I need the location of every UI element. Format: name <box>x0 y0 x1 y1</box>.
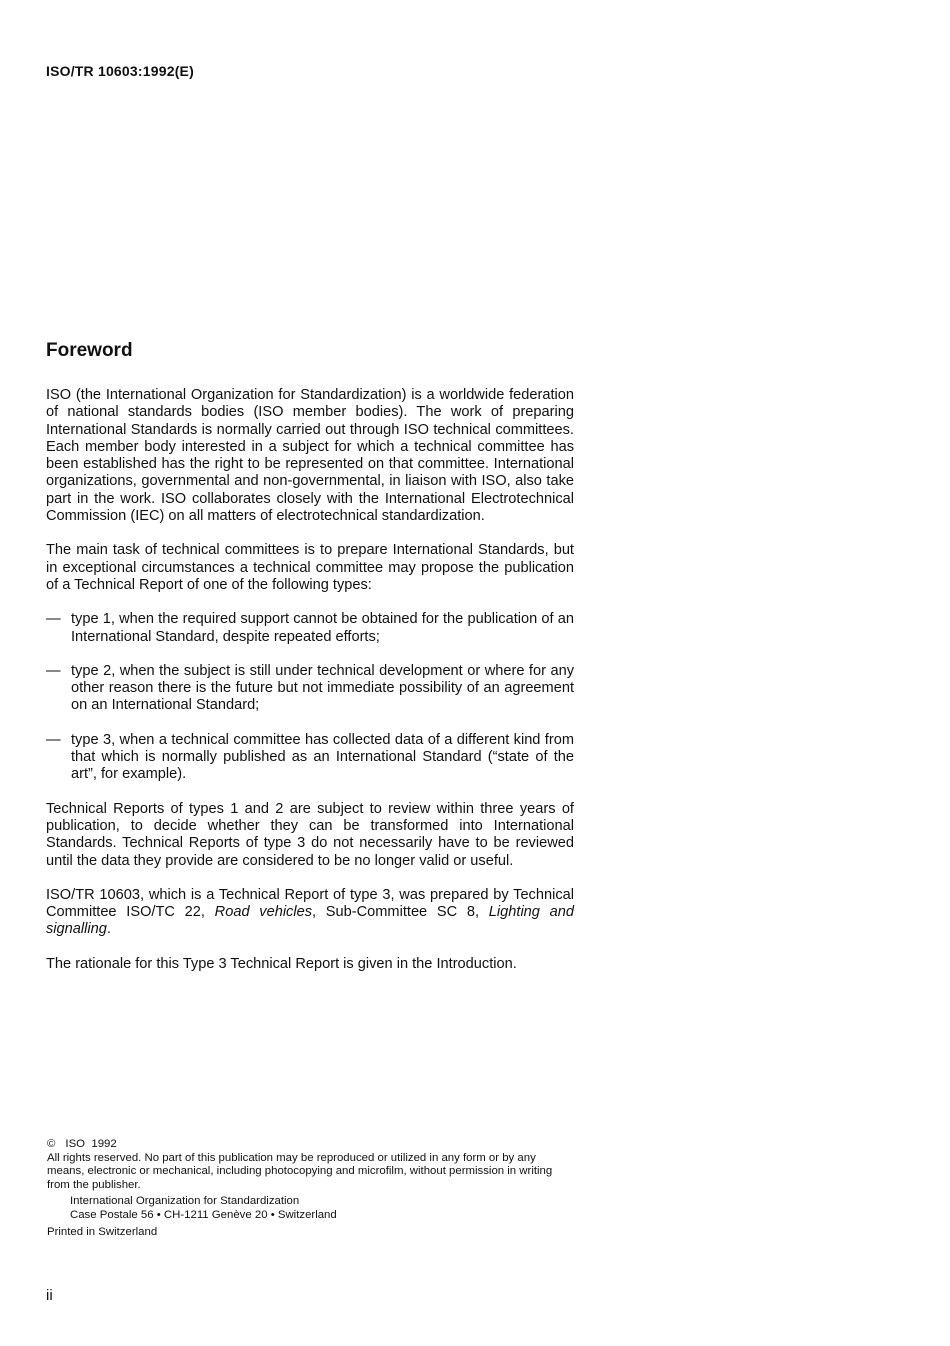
dash-marker: — <box>46 662 61 679</box>
list-item-type-2 <box>46 663 574 715</box>
printed-in: Printed in Switzerland <box>47 1225 158 1238</box>
paragraph-main-task: The main task of technical committees is to prepare International Standards, but in exceptional circumstances a technical committee may propose the publication of a Technical Report of one of the following types: <box>46 542 574 593</box>
copyright-line <box>47 1138 575 1152</box>
copyright-holder-year: ISO 1992 <box>65 1138 117 1150</box>
preparation-text: , Sub-Committee SC 8, <box>312 904 489 921</box>
list-item-type-1 <box>46 611 574 646</box>
paragraph-intro: ISO (the International Organization for Standardization) is a worldwide federation of national standards bodies (ISO member bodies). The work of preparing International Standards is normally carried out through ISO technical committees. Each member body interested in a subject for which a technical committee has been established has the right to be represented on that committee. International organizations, governmental and non-governmental, in liaison with ISO, also take part in the work. ISO collaborates closely with the International Electrotechnical Commission (IEC) on all matters of electrotechnical standardization. <box>46 387 574 525</box>
preparation-text: ISO/TR 10603, which is a Technical Report of type 3, was prepared by Technical Committee ISO/TC 22, <box>46 886 574 921</box>
paragraph-review: Technical Reports of types 1 and 2 are subject to review within three years of publication, to decide whether they can be transformed into International Standards. Technical Reports of type 3 do not necessarily have to be reviewed until the data they provide are considered to be no longer valid or useful. <box>46 800 574 869</box>
dash-marker: — <box>46 611 61 628</box>
list-item-text: type 2, when the subject is still under technical development or where for any other reason there is the future but not immediate possibility of an agreement on an International Standard; <box>71 662 574 714</box>
copyright-notice <box>47 1138 575 1239</box>
rights-statement: All rights reserved. No part of this publication may be reproduced or utilized in any form or by any means, electronic or mechanical, including photocopying and microfilm, without permission in writing from the publisher. <box>47 1151 553 1191</box>
publisher-organization: International Organization for Standardization <box>70 1195 300 1208</box>
foreword-heading: Foreword <box>46 340 133 361</box>
copyright-symbol: © <box>47 1138 56 1150</box>
publisher-address: Case Postale 56 • CH-1211 Genève 20 • Switzerland <box>70 1208 337 1221</box>
paragraph-preparation <box>46 887 574 939</box>
committee-name: Road vehicles <box>214 904 313 921</box>
preparation-text: . <box>106 921 111 938</box>
document-id: ISO/TR 10603:1992(E) <box>46 63 194 79</box>
list-item-text: type 3, when a technical committee has collected data of a different kind from that which is normally published as an International Standard (“state of the art”, for example). <box>71 731 574 783</box>
subcommittee-name: Lighting and signalling <box>46 904 574 938</box>
paragraph-rationale: The rationale for this Type 3 Technical Report is given in the Introduction. <box>46 955 517 972</box>
dash-marker: — <box>46 731 61 748</box>
list-item-text: type 1, when the required support cannot be obtained for the publication of an International Standard, despite repeated efforts; <box>71 611 574 645</box>
page-number: ii <box>46 1287 53 1304</box>
foreword-body <box>46 387 574 990</box>
list-item-type-3 <box>46 732 574 784</box>
